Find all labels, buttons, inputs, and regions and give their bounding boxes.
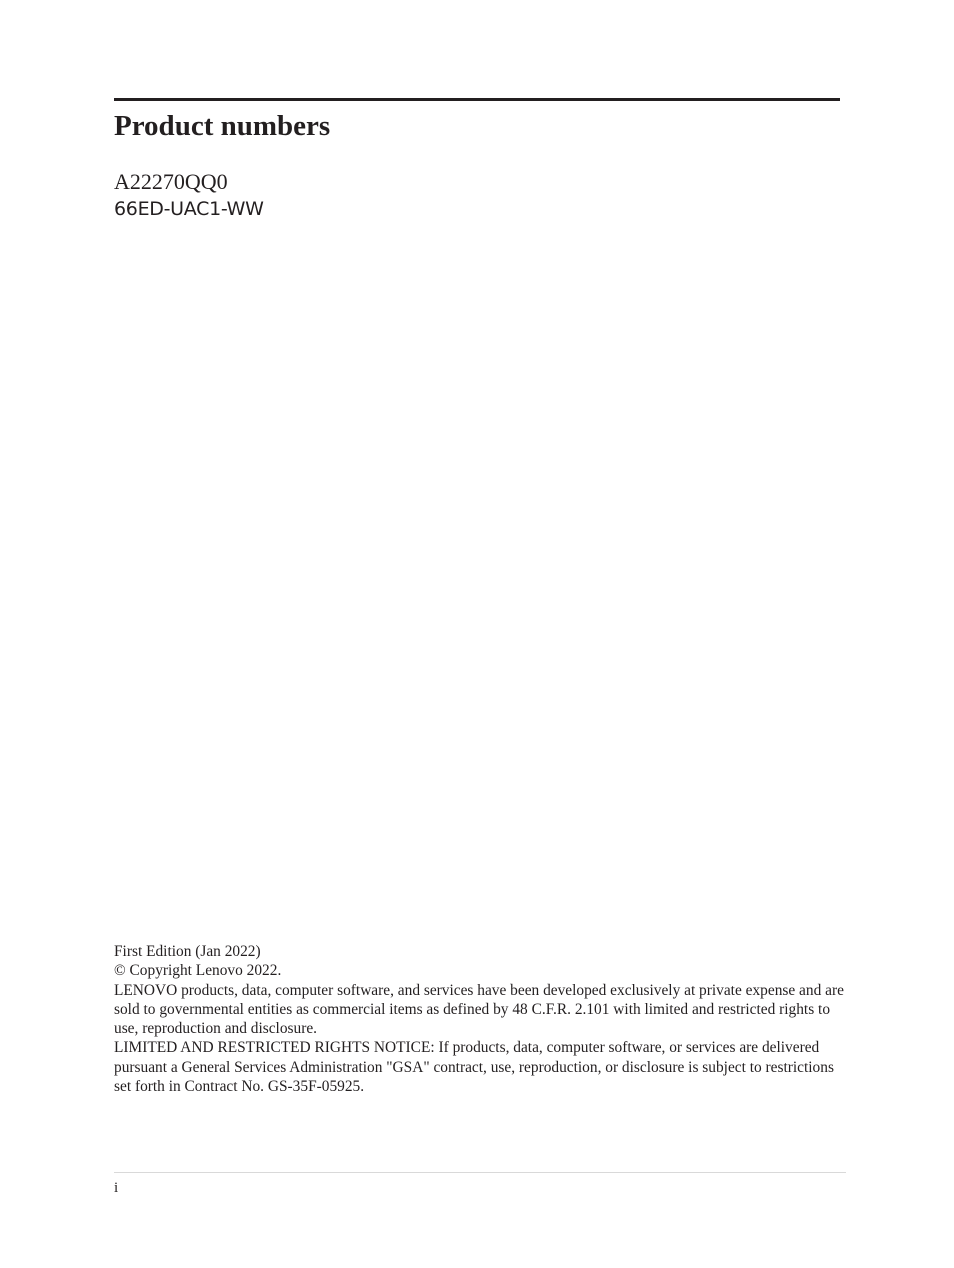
product-number-secondary: 66ED-UAC1-WW — [114, 198, 264, 220]
product-number-primary: A22270QQ0 — [114, 169, 228, 194]
page-title: Product numbers — [114, 110, 331, 142]
edition-line: First Edition (Jan 2022) — [114, 943, 261, 960]
page-number: i — [114, 1180, 119, 1196]
copyright-line: © Copyright Lenovo 2022. — [114, 962, 282, 980]
footer-divider — [114, 1172, 846, 1173]
limited-rights-notice-paragraph: LIMITED AND RESTRICTED RIGHTS NOTICE: If products, data, computer software, or services are delivered pursuant a General Services Administration "GSA" contract, use, reproduction, or disclosure is subject to restrictions set forth in Contract No. GS-35F-05925. — [114, 1039, 834, 1096]
title-divider — [114, 98, 840, 101]
rights-notice-paragraph: LENOVO products, data, computer software, and services have been developed exclusively at private expense and are sold to governmental entities as commercial items as defined by 48 C.F.R. 2.101 with limited and restricted rights to use, reproduction and disclosure. — [114, 981, 844, 1038]
legal-notice-block — [114, 942, 844, 1096]
